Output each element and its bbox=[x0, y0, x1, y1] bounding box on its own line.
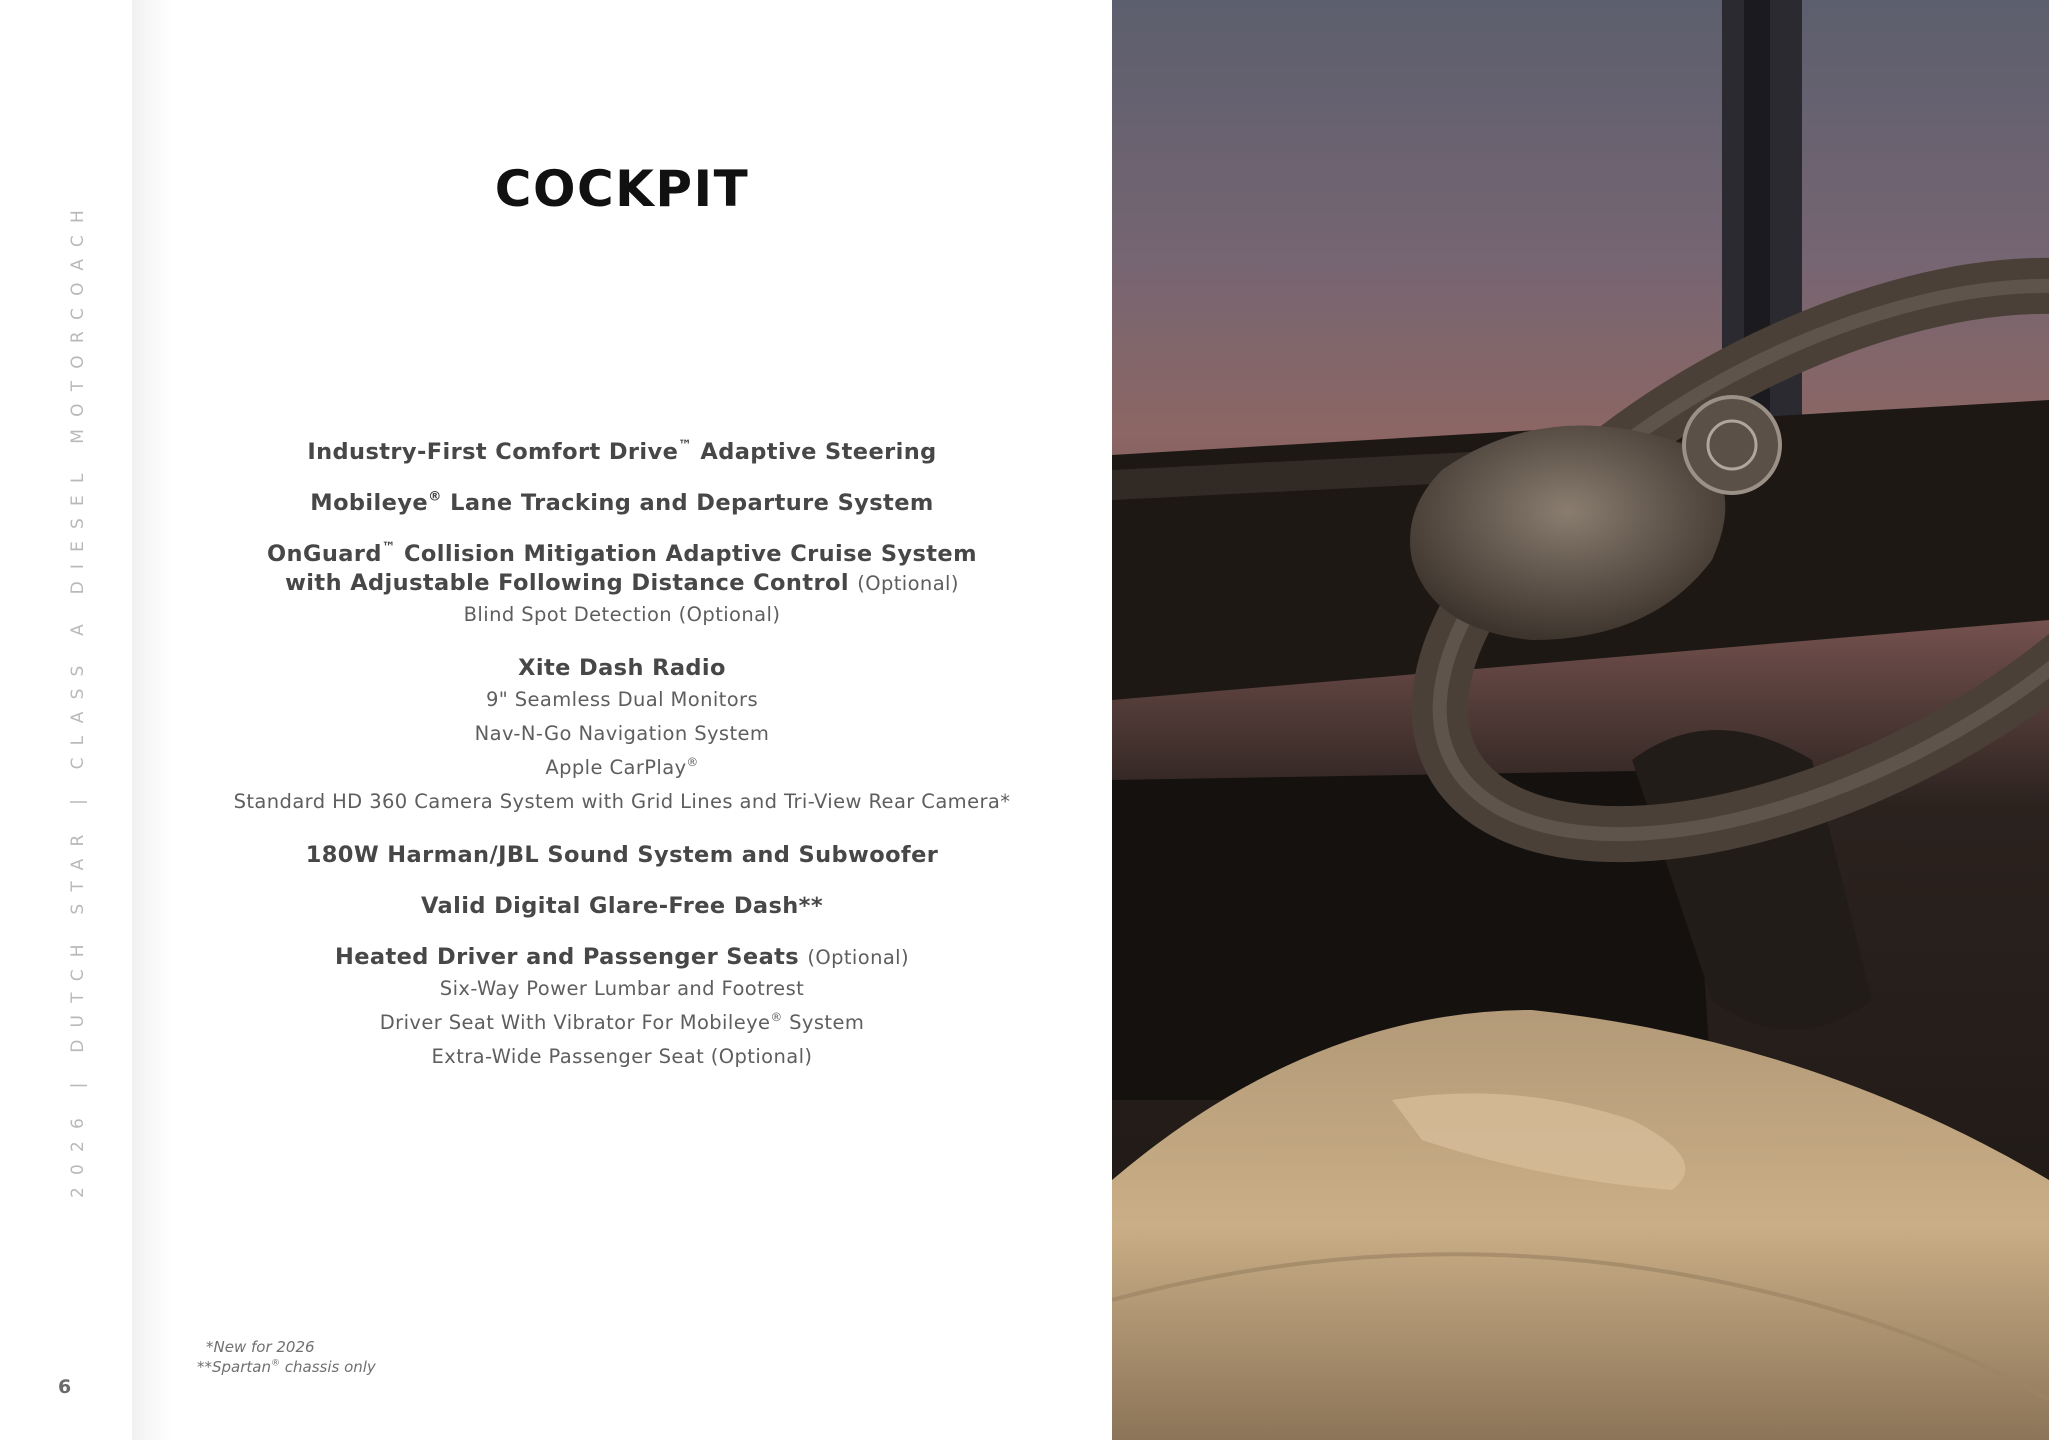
optional-label: (Optional) bbox=[807, 946, 910, 969]
feature-heading: Valid Digital Glare-Free Dash** bbox=[420, 893, 824, 919]
feature-heading: Mobileye® Lane Tracking and Departure System bbox=[310, 488, 934, 516]
steering-wheel-illustration bbox=[1112, 0, 2049, 1440]
sidebar bbox=[0, 0, 132, 1440]
feature-heading: Xite Dash Radio bbox=[518, 655, 726, 681]
steering-emblem bbox=[1684, 397, 1780, 493]
feature-onguard bbox=[172, 540, 1072, 632]
feature-mobileye bbox=[172, 489, 1072, 518]
feature-sound-system bbox=[172, 841, 1072, 870]
footnotes bbox=[197, 1337, 376, 1377]
feature-heading-continued: with Adjustable Following Distance Control (Optional) bbox=[285, 570, 959, 596]
footnote-spartan: **Spartan® chassis only bbox=[197, 1358, 376, 1376]
feature-detail: Standard HD 360 Camera System with Grid Lines and Tri-View Rear Camera* bbox=[233, 790, 1011, 813]
feature-detail: Apple CarPlay® bbox=[545, 754, 699, 779]
feature-detail: Driver Seat With Vibrator For Mobileye® System bbox=[379, 1009, 865, 1034]
footnote-new: *New for 2026 bbox=[206, 1338, 315, 1356]
feature-detail: 9" Seamless Dual Monitors bbox=[485, 688, 759, 711]
cockpit-photo bbox=[1112, 0, 2049, 1440]
feature-heading: Heated Driver and Passenger Seats (Optional) bbox=[334, 944, 910, 970]
feature-heading: OnGuard™ Collision Mitigation Adaptive Cruise System bbox=[267, 539, 977, 567]
page-number: 6 bbox=[58, 1376, 72, 1398]
feature-detail: Blind Spot Detection (Optional) bbox=[463, 603, 781, 626]
feature-heading: Industry-First Comfort Drive™ Adaptive Steering bbox=[307, 437, 937, 465]
feature-heading: 180W Harman/JBL Sound System and Subwoofer bbox=[305, 842, 939, 868]
feature-digital-dash bbox=[172, 892, 1072, 921]
feature-detail: Six-Way Power Lumbar and Footrest bbox=[439, 977, 805, 1000]
vertical-document-title: 2026 | DUTCH STAR | CLASS A DIESEL MOTORCOACH bbox=[68, 198, 88, 1198]
optional-label: (Optional) bbox=[857, 572, 959, 595]
feature-detail: Nav-N-Go Navigation System bbox=[474, 722, 770, 745]
page-title: COCKPIT bbox=[494, 160, 750, 218]
content-column bbox=[172, 0, 1112, 1440]
sidebar-divider-shadow bbox=[132, 0, 172, 1440]
feature-list bbox=[172, 438, 1072, 1096]
feature-xite-radio bbox=[172, 654, 1072, 819]
feature-comfort-drive bbox=[172, 438, 1072, 467]
feature-heated-seats bbox=[172, 943, 1072, 1074]
feature-detail: Extra-Wide Passenger Seat (Optional) bbox=[431, 1045, 813, 1068]
